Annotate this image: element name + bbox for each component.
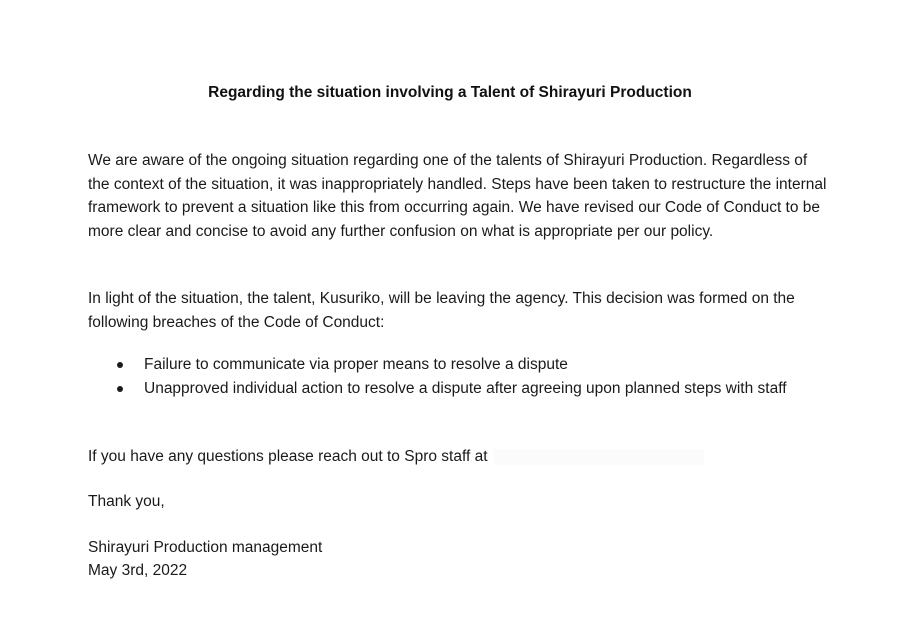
paragraph-situation: We are aware of the ongoing situation regarding one of the talents of Shirayuri Production. Regardless of the context of the situation, it was inappropriately handled. Steps have been taken to restructure the internal framework to prevent a situation like this from occurring again. We have revised our Code of Conduct to be more clear and concise to avoid any further confusion on what is appropriate per our policy. (88, 152, 827, 240)
breach-text: Failure to communicate via proper means to resolve a dispute (144, 356, 568, 373)
signature-text: Shirayuri Production management (88, 539, 323, 556)
list-item (88, 353, 808, 377)
breach-text: Unapproved individual action to resolve a dispute after agreeing upon planned steps with staff (144, 379, 787, 397)
list-item (88, 377, 808, 401)
breach-list (88, 353, 808, 400)
contact-text: If you have any questions please reach out to Spro staff at (88, 448, 488, 465)
paragraph-decision: In light of the situation, the talent, Kusuriko, will be leaving the agency. This decision was formed on the following breaches of the Code of Conduct: (88, 290, 795, 331)
bullet-icon (117, 362, 123, 368)
document-title: Regarding the situation involving a Talent of Shirayuri Production (208, 84, 692, 101)
date-text: May 3rd, 2022 (88, 562, 188, 579)
bullet-icon (117, 386, 123, 392)
redacted-contact (494, 449, 704, 465)
closing-text: Thank you, (88, 493, 165, 510)
contact-paragraph (88, 445, 828, 469)
